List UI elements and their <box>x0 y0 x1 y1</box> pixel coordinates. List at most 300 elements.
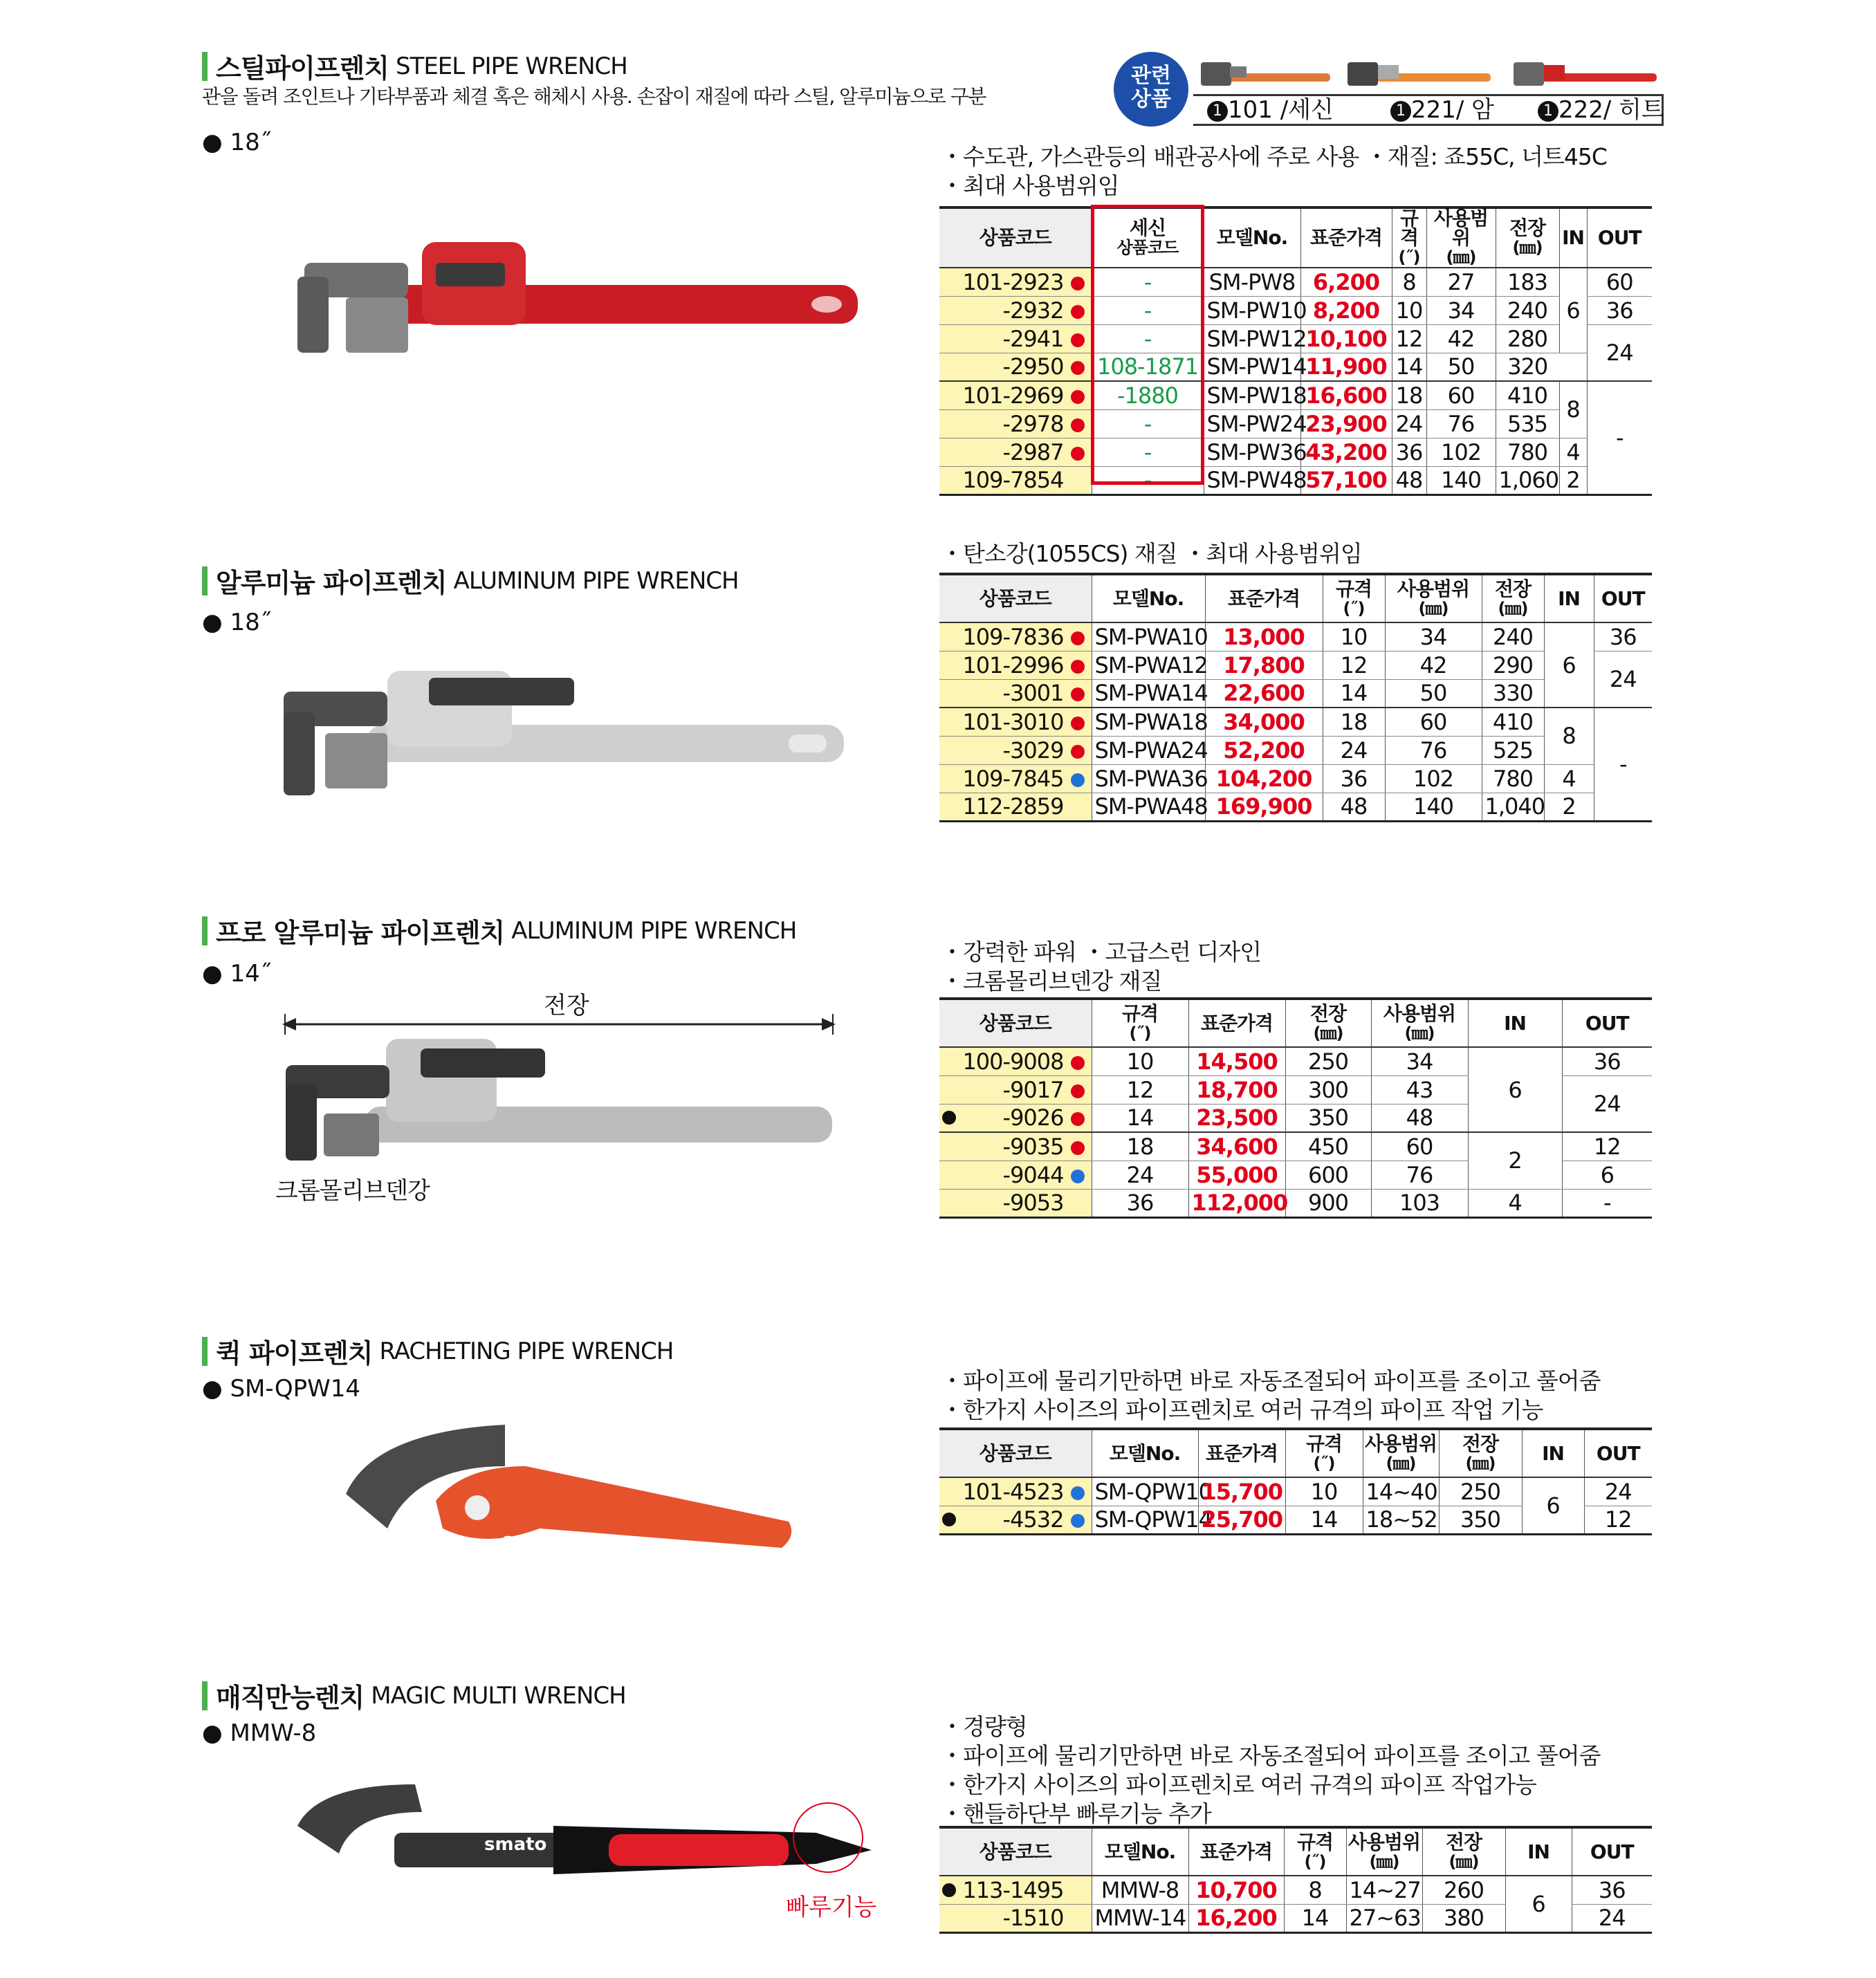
product-code[interactable]: 112-2859 <box>939 793 1092 821</box>
cell-size: 36 <box>1323 764 1385 793</box>
alu-title-en: ALUMINUM PIPE WRENCH <box>453 566 739 595</box>
cell-out: 36 <box>1572 1876 1652 1904</box>
product-code[interactable]: 101-2969 <box>939 381 1092 409</box>
column-header: 사용범위 (㎜) <box>1346 1827 1422 1876</box>
cell-range: 50 <box>1385 679 1482 708</box>
cell-price: 43,200 <box>1300 438 1392 466</box>
table-row <box>939 708 1652 736</box>
product-code[interactable]: -2941 <box>939 324 1092 353</box>
cell-price: 8,200 <box>1300 296 1392 324</box>
related-products <box>1114 48 1667 131</box>
cell-price: 13,000 <box>1205 622 1323 651</box>
cell-in: 6 <box>1544 622 1594 708</box>
cell-out: 6 <box>1562 1161 1652 1189</box>
cell-range: 140 <box>1385 793 1482 821</box>
cell-seshin: -1880 <box>1092 381 1204 409</box>
column-header: 전장 (㎜) <box>1422 1827 1505 1876</box>
column-header: IN <box>1559 207 1587 268</box>
cell-length: 183 <box>1496 268 1559 296</box>
cell-length: 535 <box>1496 409 1559 438</box>
product-code[interactable]: -9017 <box>939 1075 1092 1104</box>
pro-note-1: ・강력한 파워 ・고급스런 디자인 <box>941 939 1262 965</box>
cell-length: 260 <box>1422 1876 1505 1904</box>
quick-title <box>202 1332 673 1370</box>
cell-length: 380 <box>1422 1904 1505 1932</box>
product-code[interactable]: 101-3010 <box>939 708 1092 736</box>
cell-price: 16,200 <box>1188 1904 1284 1932</box>
cell-length: 320 <box>1496 353 1559 381</box>
cell-in: 2 <box>1559 466 1587 494</box>
column-header: 모델No. <box>1092 1827 1188 1876</box>
cell-model: SM-PW10 <box>1204 296 1300 324</box>
product-code[interactable]: 100-9008 <box>939 1047 1092 1075</box>
quick-size: ● SM-QPW14 <box>202 1375 361 1403</box>
cell-size: 12 <box>1092 1075 1188 1104</box>
cell-size: 8 <box>1392 268 1426 296</box>
column-header: OUT <box>1572 1827 1652 1876</box>
pro-spec-table <box>939 997 1652 1219</box>
product-code[interactable]: 109-7836 <box>939 622 1092 651</box>
cell-length: 350 <box>1285 1104 1371 1132</box>
column-header: OUT <box>1584 1429 1652 1477</box>
cell-size: 36 <box>1092 1189 1188 1217</box>
quick-note-1: ・파이프에 물리기만하면 바로 자동조절되어 파이프를 조이고 풀어줌 <box>941 1367 1601 1394</box>
column-header: 전장 (㎜) <box>1496 207 1559 268</box>
cell-out: 24 <box>1584 1477 1652 1506</box>
cell-price: 52,200 <box>1205 736 1323 764</box>
cell-length: 1,060 <box>1496 466 1559 494</box>
magic-spec-table <box>939 1826 1652 1934</box>
stock-red-dot <box>1071 390 1085 404</box>
cell-range: 34 <box>1385 622 1482 651</box>
column-header: IN <box>1522 1429 1584 1477</box>
stock-red-dot <box>1071 1141 1085 1155</box>
cell-out: 36 <box>1562 1047 1652 1075</box>
cell-range: 42 <box>1385 651 1482 679</box>
column-header: IN <box>1468 999 1562 1047</box>
table-row <box>939 353 1652 381</box>
cell-range: 34 <box>1426 296 1496 324</box>
cell-out: 24 <box>1572 1904 1652 1932</box>
cell-length: 780 <box>1496 438 1559 466</box>
stock-red-dot <box>1071 361 1085 375</box>
cell-length: 900 <box>1285 1189 1371 1217</box>
cell-in: 4 <box>1559 438 1587 466</box>
cell-price: 112,000 <box>1188 1189 1285 1217</box>
cell-size: 14 <box>1285 1506 1363 1534</box>
related-wrench-2-image <box>1342 54 1494 95</box>
steel-note-2: ・최대 사용범위임 <box>941 172 1119 199</box>
featured-mark <box>942 1111 956 1125</box>
related-wrench-1-image <box>1195 54 1334 95</box>
table-row <box>939 438 1652 466</box>
column-header: IN <box>1505 1827 1572 1876</box>
cell-out: 60 <box>1587 268 1652 296</box>
magic-title <box>202 1676 626 1714</box>
pro-title-en: ALUMINUM PIPE WRENCH <box>511 916 797 945</box>
column-header: 모델No. <box>1204 207 1300 268</box>
cell-out: 36 <box>1594 622 1652 651</box>
column-header: 사용범위 (㎜) <box>1363 1429 1439 1477</box>
cell-range: 102 <box>1426 438 1496 466</box>
cell-price: 25,700 <box>1198 1506 1285 1534</box>
alu-title <box>202 562 739 600</box>
cell-length: 600 <box>1285 1161 1371 1189</box>
magic-title-en: MAGIC MULTI WRENCH <box>371 1681 626 1710</box>
quick-note-2: ・한가지 사이즈의 파이프렌치로 여러 규격의 파이프 작업 기능 <box>941 1396 1543 1423</box>
cell-size: 18 <box>1092 1132 1188 1161</box>
column-header: OUT <box>1594 574 1652 622</box>
quick-title-en: RACHETING PIPE WRENCH <box>379 1337 674 1365</box>
column-header: OUT <box>1562 999 1652 1047</box>
cell-model: SM-PWA12 <box>1092 651 1205 679</box>
related-badge: 관련 상품 <box>1114 52 1188 127</box>
cell-length: 290 <box>1482 651 1544 679</box>
seshin-column-highlight <box>1091 205 1204 485</box>
cell-model: SM-PWA14 <box>1092 679 1205 708</box>
cell-model: MMW-8 <box>1092 1876 1188 1904</box>
cell-model: SM-PWA18 <box>1092 708 1205 736</box>
magic-title-ko: 매직만능렌치 <box>216 1683 365 1713</box>
column-header: 모델No. <box>1092 1429 1198 1477</box>
cell-range: 76 <box>1385 736 1482 764</box>
pro-title-ko: 프로 알루미늄 파이프렌치 <box>216 918 505 948</box>
cell-seshin: - <box>1092 324 1204 353</box>
column-header: 규격 (˝) <box>1392 207 1426 268</box>
cell-model: SM-PWA48 <box>1092 793 1205 821</box>
table-row <box>939 1047 1652 1075</box>
table-row <box>939 1477 1652 1506</box>
cell-size: 48 <box>1392 466 1426 494</box>
cell-out: - <box>1562 1189 1652 1217</box>
product-code[interactable]: -9026 <box>939 1104 1092 1132</box>
column-header: 전장 (㎜) <box>1482 574 1544 622</box>
column-header: 상품코드 <box>939 574 1092 622</box>
cell-model: MMW-14 <box>1092 1904 1188 1932</box>
cell-length: 300 <box>1285 1075 1371 1104</box>
table-row <box>939 1876 1652 1904</box>
cell-price: 17,800 <box>1205 651 1323 679</box>
product-code[interactable]: -3001 <box>939 679 1092 708</box>
cell-out: 12 <box>1562 1132 1652 1161</box>
cell-in: 2 <box>1468 1132 1562 1189</box>
stock-red-dot <box>1071 447 1085 461</box>
related-wrench-3-image <box>1508 54 1660 95</box>
cell-size: 10 <box>1092 1047 1188 1075</box>
aluminum-wrench-image <box>277 657 851 809</box>
quick-function-label: 빠루기능 <box>786 1894 877 1921</box>
stock-red-dot <box>1071 1084 1085 1098</box>
cell-length: 240 <box>1496 296 1559 324</box>
cell-out: 36 <box>1587 296 1652 324</box>
cell-length: 450 <box>1285 1132 1371 1161</box>
cell-out: 24 <box>1562 1075 1652 1132</box>
magic-note-4: ・핸들하단부 빠루기능 추가 <box>941 1800 1211 1827</box>
cell-in: 6 <box>1505 1876 1572 1932</box>
cell-out: - <box>1587 381 1652 494</box>
cell-in: 6 <box>1522 1477 1584 1534</box>
column-header: 사용범위 (㎜) <box>1385 574 1482 622</box>
cell-size: 18 <box>1392 381 1426 409</box>
cell-size: 12 <box>1323 651 1385 679</box>
cell-range: 50 <box>1426 353 1496 381</box>
column-header: 사용범위 (㎜) <box>1426 207 1496 268</box>
cell-range: 27 <box>1426 268 1496 296</box>
magic-note-3: ・한가지 사이즈의 파이프렌치로 여러 규격의 파이프 작업가능 <box>941 1771 1536 1798</box>
cell-size: 14 <box>1284 1904 1346 1932</box>
cell-range: 60 <box>1385 708 1482 736</box>
product-code[interactable]: 101-2996 <box>939 651 1092 679</box>
table-row <box>939 296 1652 324</box>
alu-size: ● 18˝ <box>202 609 272 636</box>
cell-price: 104,200 <box>1205 764 1323 793</box>
stock-red-dot <box>1071 333 1085 347</box>
featured-mark <box>942 1513 956 1526</box>
cell-model: SM-PWA24 <box>1092 736 1205 764</box>
quick-notes <box>941 1367 1601 1425</box>
cell-size: 8 <box>1284 1876 1346 1904</box>
cell-size: 14 <box>1392 353 1426 381</box>
steel-title <box>202 47 627 85</box>
pro-size: ● 14˝ <box>202 960 272 988</box>
title-accent-bar <box>202 566 208 595</box>
product-code[interactable]: -2950 <box>939 353 1092 381</box>
cell-price: 18,700 <box>1188 1075 1285 1104</box>
table-row <box>939 324 1652 353</box>
table-row <box>939 268 1652 296</box>
product-code[interactable]: -9044 <box>939 1161 1092 1189</box>
cell-length: 1,040 <box>1482 793 1544 821</box>
column-header: 표준가격 <box>1205 574 1323 622</box>
table-row <box>939 1189 1652 1217</box>
table-row <box>939 466 1652 494</box>
title-accent-bar <box>202 1337 208 1366</box>
cell-price: 55,000 <box>1188 1161 1285 1189</box>
cell-price: 10,100 <box>1300 324 1392 353</box>
cell-model: SM-PW18 <box>1204 381 1300 409</box>
column-header: 표준가격 <box>1300 207 1392 268</box>
cell-size: 24 <box>1092 1161 1188 1189</box>
steel-spec-table <box>939 206 1652 496</box>
cell-in: 8 <box>1544 708 1594 764</box>
cell-range: 43 <box>1371 1075 1468 1104</box>
column-header: 표준가격 <box>1188 999 1285 1047</box>
cell-model: SM-PW14 <box>1204 353 1300 381</box>
cell-out: 24 <box>1587 324 1652 381</box>
magic-note-1: ・경량형 <box>941 1713 1027 1740</box>
column-header: 표준가격 <box>1198 1429 1285 1477</box>
product-code[interactable]: 113-1495 <box>939 1876 1092 1904</box>
table-row <box>939 409 1652 438</box>
cell-seshin: - <box>1092 268 1204 296</box>
column-header: OUT <box>1587 207 1652 268</box>
magic-note-2: ・파이프에 물리기만하면 바로 자동조절되어 파이프를 조이고 풀어줌 <box>941 1742 1601 1769</box>
related-labels-bar <box>1193 94 1664 126</box>
cell-model: SM-PW24 <box>1204 409 1300 438</box>
column-header: 사용범위 (㎜) <box>1371 999 1468 1047</box>
cell-size: 10 <box>1323 622 1385 651</box>
pro-notes <box>941 938 1261 996</box>
cell-seshin: - <box>1092 296 1204 324</box>
stock-blue-dot <box>1071 1170 1085 1183</box>
cell-range: 140 <box>1426 466 1496 494</box>
cell-price: 16,600 <box>1300 381 1392 409</box>
steel-note-1: ・수도관, 가스관등의 배관공사에 주로 사용 ・재질: 죠55C, 너트45C <box>941 143 1607 170</box>
cell-range: 76 <box>1426 409 1496 438</box>
product-code[interactable]: -1510 <box>939 1904 1092 1932</box>
cell-length: 280 <box>1496 324 1559 353</box>
stock-blue-dot <box>1071 1514 1085 1528</box>
magic-size: ● MMW-8 <box>202 1719 317 1747</box>
cell-model: SM-PWA10 <box>1092 622 1205 651</box>
product-code[interactable]: 101-2923 <box>939 268 1092 296</box>
product-code[interactable]: 101-4523 <box>939 1477 1092 1506</box>
table-row <box>939 764 1652 793</box>
column-header: IN <box>1544 574 1594 622</box>
cell-range: 14~40 <box>1363 1477 1439 1506</box>
title-accent-bar <box>202 916 208 945</box>
cell-size: 24 <box>1392 409 1426 438</box>
cell-range: 102 <box>1385 764 1482 793</box>
cell-range: 48 <box>1371 1104 1468 1132</box>
stock-red-dot <box>1071 277 1085 290</box>
cell-out: 12 <box>1584 1506 1652 1534</box>
column-header: 전장 (㎜) <box>1285 999 1371 1047</box>
product-code[interactable]: -4532 <box>939 1506 1092 1534</box>
related-item-3[interactable]: 1 222/ 히트 <box>1538 96 1664 124</box>
cell-range: 60 <box>1371 1132 1468 1161</box>
cell-price: 34,000 <box>1205 708 1323 736</box>
stock-red-dot <box>1071 687 1085 701</box>
cell-length: 525 <box>1482 736 1544 764</box>
cell-size: 24 <box>1323 736 1385 764</box>
column-header: 모델No. <box>1092 574 1205 622</box>
cell-out: 24 <box>1594 651 1652 708</box>
cell-price: 22,600 <box>1205 679 1323 708</box>
cell-price: 11,900 <box>1300 353 1392 381</box>
quick-function-circle <box>793 1802 863 1873</box>
stock-blue-dot <box>1071 773 1085 787</box>
cell-model: SM-PWA36 <box>1092 764 1205 793</box>
cell-model: SM-PW8 <box>1204 268 1300 296</box>
product-code[interactable]: -3029 <box>939 736 1092 764</box>
cell-in: 6 <box>1559 268 1587 353</box>
column-header: 상품코드 <box>939 207 1092 268</box>
steel-title-ko: 스틸파이프렌치 <box>216 53 389 84</box>
product-code[interactable]: -2932 <box>939 296 1092 324</box>
steel-wrench-image <box>284 235 865 373</box>
cell-length: 250 <box>1285 1047 1371 1075</box>
column-header: 규격 (˝) <box>1284 1827 1346 1876</box>
stock-red-dot <box>1071 418 1085 432</box>
cell-size: 14 <box>1092 1104 1188 1132</box>
product-code[interactable]: -2978 <box>939 409 1092 438</box>
cell-in: 2 <box>1544 793 1594 821</box>
related-item-1[interactable]: 1 101 /세신 <box>1207 96 1334 124</box>
related-item-2[interactable]: 1 221/ 암 <box>1390 96 1494 124</box>
stock-red-dot <box>1071 660 1085 674</box>
cell-model: SM-PW36 <box>1204 438 1300 466</box>
column-header: 규격 (˝) <box>1285 1429 1363 1477</box>
cell-model: SM-PW48 <box>1204 466 1300 494</box>
cell-range: 14~27 <box>1346 1876 1422 1904</box>
title-accent-bar <box>202 52 208 81</box>
cell-range: 18~52 <box>1363 1506 1439 1534</box>
cell-length: 780 <box>1482 764 1544 793</box>
column-header: 상품코드 <box>939 1429 1092 1477</box>
quick-spec-table <box>939 1427 1652 1535</box>
cell-in: 8 <box>1559 381 1587 438</box>
cell-price: 34,600 <box>1188 1132 1285 1161</box>
cell-price: 169,900 <box>1205 793 1323 821</box>
cell-size: 18 <box>1323 708 1385 736</box>
cell-size: 10 <box>1285 1477 1363 1506</box>
cell-in: 6 <box>1468 1047 1562 1132</box>
column-header: 상품코드 <box>939 1827 1092 1876</box>
cell-length: 240 <box>1482 622 1544 651</box>
product-code[interactable]: 109-7845 <box>939 764 1092 793</box>
alu-note-1: ・탄소강(1055CS) 재질 ・최대 사용범위임 <box>941 540 1362 567</box>
cell-size: 14 <box>1323 679 1385 708</box>
cell-range: 76 <box>1371 1161 1468 1189</box>
cell-size: 48 <box>1323 793 1385 821</box>
product-code[interactable]: -9053 <box>939 1189 1092 1217</box>
cell-price: 10,700 <box>1188 1876 1284 1904</box>
pro-wrench-image <box>282 1030 836 1169</box>
magic-notes <box>941 1712 1601 1829</box>
product-code[interactable]: 109-7854 <box>939 466 1092 494</box>
cell-model: SM-QPW10 <box>1092 1477 1198 1506</box>
cell-model: SM-QPW14 <box>1092 1506 1198 1534</box>
jaw-material-label: 크롬몰리브덴강 <box>275 1177 430 1205</box>
product-code[interactable]: -9035 <box>939 1132 1092 1161</box>
cell-size: 10 <box>1392 296 1426 324</box>
cell-price: 14,500 <box>1188 1047 1285 1075</box>
cell-length: 330 <box>1482 679 1544 708</box>
steel-title-en: STEEL PIPE WRENCH <box>395 52 627 80</box>
product-code[interactable]: -2987 <box>939 438 1092 466</box>
stock-red-dot <box>1071 717 1085 730</box>
magic-wrench-image <box>291 1771 872 1895</box>
cell-length: 250 <box>1439 1477 1522 1506</box>
table-row <box>939 793 1652 821</box>
cell-range: 42 <box>1426 324 1496 353</box>
cell-range: 27~63 <box>1346 1904 1422 1932</box>
stock-red-dot <box>1071 1056 1085 1070</box>
quick-brand-logo: smato <box>502 1528 570 1551</box>
stock-red-dot <box>1071 305 1085 319</box>
cell-model: SM-PW12 <box>1204 324 1300 353</box>
column-header: 세신 상품코드 <box>1092 207 1204 268</box>
cell-in: 4 <box>1468 1189 1562 1217</box>
column-header: 상품코드 <box>939 999 1092 1047</box>
table-row <box>939 381 1652 409</box>
table-row <box>939 1132 1652 1161</box>
cell-seshin: - <box>1092 438 1204 466</box>
alu-title-ko: 알루미늄 파이프렌치 <box>216 568 447 598</box>
stock-blue-dot <box>1071 1486 1085 1500</box>
pro-title <box>202 912 796 950</box>
magic-brand-logo: smato <box>484 1834 547 1855</box>
quick-wrench-image <box>332 1411 802 1577</box>
steel-size: ● 18˝ <box>202 129 272 156</box>
cell-size: 12 <box>1392 324 1426 353</box>
table-row <box>939 622 1652 651</box>
cell-price: 15,700 <box>1198 1477 1285 1506</box>
column-header: 표준가격 <box>1188 1827 1284 1876</box>
cell-range: 103 <box>1371 1189 1468 1217</box>
column-header: 규격 (˝) <box>1323 574 1385 622</box>
